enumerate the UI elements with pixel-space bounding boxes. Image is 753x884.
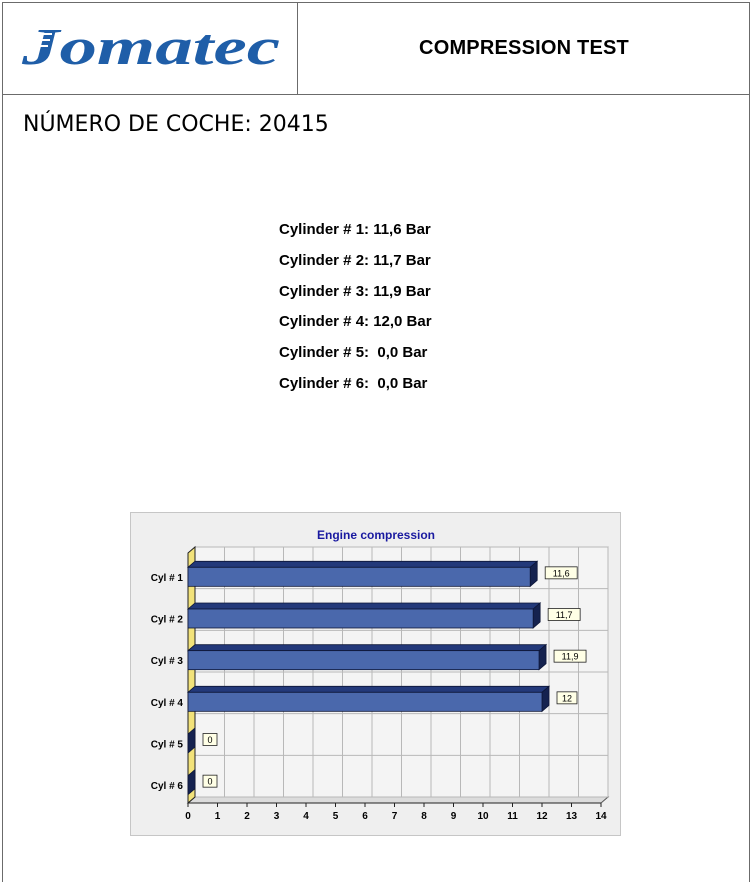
chart-x-tick-label: 5 xyxy=(332,811,339,822)
chart-x-tick-label: 11 xyxy=(507,811,518,822)
chart-x-tick-label: 1 xyxy=(214,811,221,822)
logo xyxy=(2,2,298,94)
cylinder-reading-3: Cylinder # 3: 11,9 Bar xyxy=(279,282,431,300)
chart-category-label: Cyl # 2 xyxy=(150,614,183,626)
chart-bar-top xyxy=(188,645,546,651)
chart-x-tick-label: 4 xyxy=(303,811,309,822)
chart-bar xyxy=(188,609,533,628)
chart-bar xyxy=(188,692,542,711)
cylinder-reading-6: Cylinder # 6: 0,0 Bar xyxy=(279,374,428,392)
chart-x-tick-label: 10 xyxy=(477,811,489,822)
chart-x-tick-label: 9 xyxy=(450,811,457,822)
chart-bar xyxy=(188,651,539,670)
chart-data-label: 0 xyxy=(207,776,213,787)
chart-bar-top xyxy=(188,686,549,692)
chart-data-label: 11,9 xyxy=(561,651,579,662)
chart-data-label: 11,7 xyxy=(555,610,573,620)
cylinder-reading-4: Cylinder # 4: 12,0 Bar xyxy=(279,313,432,331)
chart-x-tick-label: 6 xyxy=(362,811,368,822)
cylinder-reading-1: Cylinder # 1: 11,6 Bar xyxy=(279,221,431,238)
cylinder-reading-5: Cylinder # 5: 0,0 Bar xyxy=(279,344,428,362)
chart-x-tick-label: 13 xyxy=(565,811,578,822)
chart-floor xyxy=(188,797,608,803)
chart-x-tick-label: 2 xyxy=(244,811,250,822)
chart-bar xyxy=(188,567,530,586)
chart-data-label: 12 xyxy=(561,693,573,704)
svg-text:Jomatec: Jomatec xyxy=(20,19,280,74)
chart-x-tick-label: 3 xyxy=(273,811,280,822)
chart-category-label: Cyl # 3 xyxy=(150,656,183,668)
chart-data-label: 0 xyxy=(207,735,213,745)
chart-x-tick-label: 8 xyxy=(421,811,427,822)
chart-bar-top xyxy=(188,603,540,609)
chart-canvas xyxy=(131,513,622,837)
chart-data-label: 11,6 xyxy=(552,568,570,579)
chart-title: Engine compression xyxy=(316,528,436,542)
chart-x-tick-label: 12 xyxy=(536,811,548,822)
report-title: COMPRESSION TEST xyxy=(419,36,629,59)
chart-bar-top xyxy=(188,561,537,567)
chart-x-tick-label: 0 xyxy=(185,811,191,822)
chart-category-label: Cyl # 1 xyxy=(150,572,183,584)
engine-compression-chart xyxy=(130,512,621,836)
chart-category-label: Cyl # 4 xyxy=(150,697,183,709)
cylinder-readings xyxy=(279,219,432,404)
car-number: NÚMERO DE COCHE: 20415 xyxy=(23,112,329,137)
report-header xyxy=(2,2,750,95)
chart-x-tick-label: 14 xyxy=(595,811,607,822)
chart-category-label: Cyl # 6 xyxy=(150,781,183,793)
cylinder-reading-2: Cylinder # 2: 11,7 Bar xyxy=(279,251,431,269)
jomatec-logo-icon xyxy=(16,14,288,74)
chart-category-label: Cyl # 5 xyxy=(150,739,183,751)
chart-x-tick-label: 7 xyxy=(391,811,398,822)
